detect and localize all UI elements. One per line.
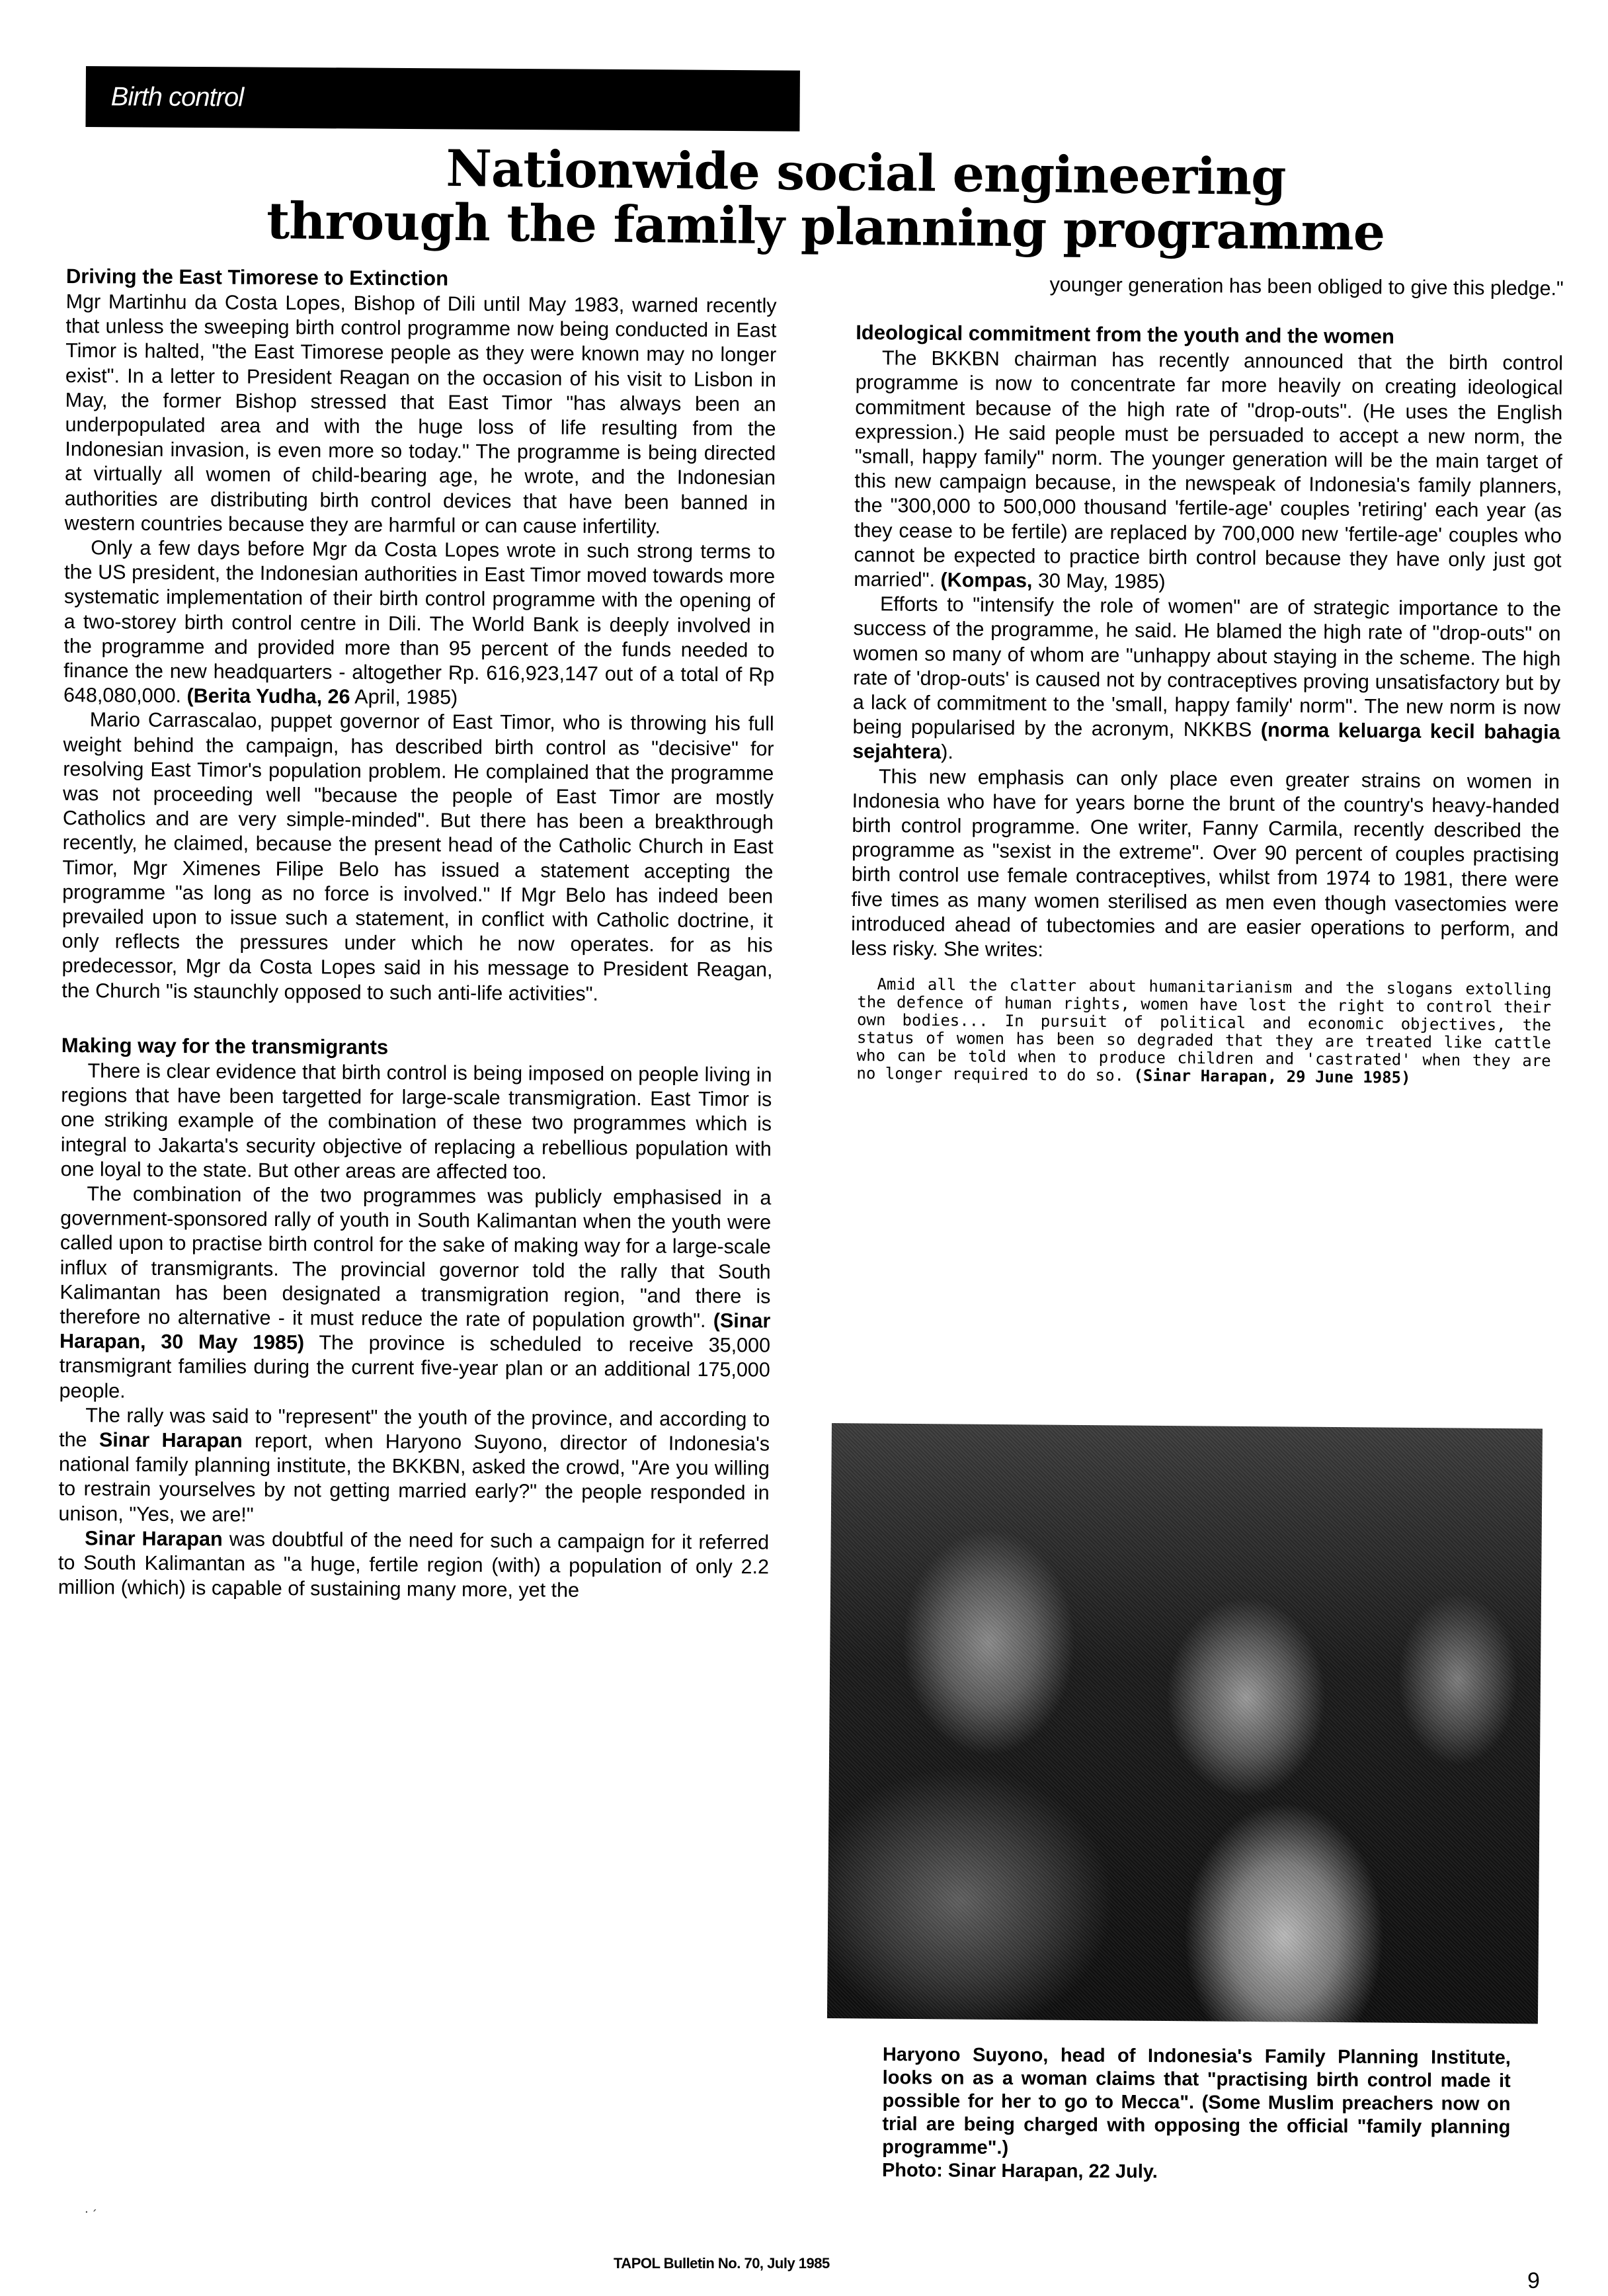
scan-artifact: · ׳ xyxy=(85,2205,97,2219)
paragraph-text: The BKKBN chairman has recently announced that the birth control programme is now to concentrate far more heavily on creating ideological commitment because of the high rate of "drop-outs". (He uses the English expression.) He said people must be persuaded to accept a new norm, the "small, happy family" norm. The younger generation will be the main target of this new campaign because, in the newspeak of Indonesia's family planners, the "300,000 to 500,000 thousand 'fertile-age' couples 'retiring' each year (as they cease to be fertile) are replaced by 700,000 new 'fertile-age' couples who cannot be expected to practice birth control because they have only just got married". xyxy=(854,347,1564,592)
source-citation: Sinar Harapan xyxy=(85,1526,223,1551)
publication-footer: TAPOL Bulletin No. 70, July 1985 xyxy=(614,2255,830,2272)
source-citation: (norma keluarga kecil bahagia sejahtera xyxy=(852,719,1560,764)
source-citation: (Berita Yudha, 26 xyxy=(186,684,350,708)
paragraph-text: The rally was said to "represent" the youth of the province, and according to the xyxy=(59,1403,770,1452)
paragraph: Mgr Martinhu da Costa Lopes, Bishop of Dili until May 1983, warned recently that unless the sweeping birth control programme now being conducted in East Timor is halted, "the East Timorese people as they were known may no longer exist". In a letter to President Reagan on the occasion of his visit to Lisbon in May, the former Bishop stressed that East Timor "has always been an underpopulated area and with the huge loss of life resulting from the Indonesian invasion, is even more so today." The programme is being directed at virtually all women of child-bearing age, he wrote, and the Indonesian authorities are distributing birth control devices that have been banned in western countries because they are harmful or can cause infertility. xyxy=(64,290,777,538)
quote-text: Amid all the clatter about humanitarianism and the slogans extolling the defence of human rights, women have lost the right to control their own bodies... In pursuit of political and economic objectives, the status of women has been so degraded that they are treated like cattle who can be told when to produce children and 'castrated' when they are no longer required to do so. xyxy=(856,975,1552,1085)
paragraph xyxy=(63,536,776,712)
subheading-extinction: Driving the East Timorese to Extinction xyxy=(65,264,449,290)
paragraph: This new emphasis can only place even greater strains on women in Indonesia who have for years borne the brunt of the country's heavy-handed birth control programme. One writer, Fanny Carmila, recently described the programme as "sexist in the extreme". Over 90 percent of couples practising birth control use female contraceptives, whilst from 1974 to 1981, there were five times as many women sterilised as men even though vasectomies were introduced ahead of tubectomies and are easier operations to perform, and less risky. She writes: xyxy=(850,764,1560,962)
source-citation: Sinar Harapan xyxy=(99,1428,243,1452)
paragraph xyxy=(58,1526,770,1604)
paragraph-text: report, when Haryono Suyono, director of Indonesia's national family planning institute, the BKKBN, asked the crowd, "Are you willing to restrain yourselves by not getting married early?" the people responded in unison, "Yes, we are!" xyxy=(58,1429,770,1526)
section-spacer xyxy=(61,1003,772,1037)
headline-line-1: Nationwide social engineering xyxy=(446,138,1286,207)
section-banner xyxy=(85,66,800,132)
subheading-transmigrants: Making way for the transmigrants xyxy=(61,1033,389,1059)
block-quote xyxy=(856,975,1551,1088)
right-column xyxy=(850,271,1564,1103)
paragraph-text: Only a few days before Mgr da Costa Lopes wrote in such strong terms to the US president, the Indonesian authorities in East Timor moved towards more systematic implementation of their birth control programme with the opening of a two-storey birth control centre in Dili. The World Bank is deeply involved in the programme and provided more than 95 percent of the funds needed to finance the new headquarters - altogether Rp. 616,923,147 out of a total of Rp 648,080,000. xyxy=(63,536,776,708)
source-citation: (Sinar Harapan, 30 May 1985) xyxy=(59,1309,771,1354)
paragraph-text: was doubtful of the need for such a campaign for it referred to South Kalimantan as "a huge, fertile region (with) a population of only 2.2 million (which) is capable of sustaining many more, yet the xyxy=(58,1528,770,1602)
page-number: 9 xyxy=(1527,2268,1540,2293)
article-headline xyxy=(197,139,1455,261)
source-citation: (Kompas, xyxy=(940,569,1033,593)
paragraph-text: The province is scheduled to receive 35,000 transmigrant families during the current five-year plan or an additional 175,000 people. xyxy=(59,1331,771,1403)
left-column xyxy=(58,263,777,1604)
paragraph-text: The combination of the two programmes was publicly emphasised in a government-sponsored rally of youth in South Kalimantan when the youth were called upon to practise birth control for the sake of making way for a large-scale influx of transmigrants. The provincial governor told the rally that South Kalimantan has been designated a transmigration region, "and there is therefore no alternative - it must reduce the rate of population growth". xyxy=(60,1182,772,1332)
paragraph: Mario Carrascalao, puppet governor of East Timor, who is throwing his full weight behind the campaign, has described birth control as "decisive" for resolving East Timor's population problem. He complained that the programme was not proceeding well "because the people of East Timor are mostly Catholics and are very simple-minded". But there has been a breakthrough recently, he claimed, because the present head of the Catholic Church in East Timor, Mgr Ximenes Filipe Belo has issued a statement accepting the programme "as long as no force is involved." If Mgr Belo has indeed been prevailed upon to issue such a statement, in conflict with Catholic doctrine, it only reflects the pressures under which he now operates. for as his predecessor, Mgr da Costa Lopes said in his message to President Reagan, the Church "is staunchly opposed to such anti-life activities". xyxy=(61,708,774,1005)
paragraph xyxy=(852,592,1561,770)
paragraph: There is clear evidence that birth control is being imposed on people living in regions that have been targetted for large-scale transmigration. East Timor is one striking example of the combination of these two programmes which is integral to Jakarta's security objective of replacing a rebellious population with one loyal to the state. But other areas are affected too. xyxy=(60,1059,772,1184)
photo-credit: Photo: Sinar Harapan, 22 July. xyxy=(881,2159,1158,2183)
source-citation: (Sinar Harapan, 29 June 1985) xyxy=(1133,1066,1411,1087)
paragraph-text: April, 1985) xyxy=(350,685,458,709)
subheading-ideological-commitment: Ideological commitment from the youth and the women xyxy=(856,321,1395,348)
caption-text: Haryono Suyono, head of Indonesia's Family Planning Institute, looks on as a woman claims that "practising birth control made it possible for her to go to Mecca". (Some Muslim preachers now on trial are being charged with opposing the official "family planning programme".) xyxy=(882,2044,1511,2158)
paragraph-text: Efforts to "intensify the role of women" are of strategic importance to the success of the programme, he said. He blamed the high rate of "drop-outs" on women so many of whom are "unhappy about staying in the scheme. The high rate of 'drop-outs' is caused not by contraceptives proving unsatisfactory but by a lack of commitment to the 'small, happy family' norm". The new norm is now being popularised by the acronym, NKKBS xyxy=(852,593,1562,742)
section-label: Birth control xyxy=(110,82,244,112)
headline-line-2: through the family planning programme xyxy=(266,191,1385,262)
photo-caption xyxy=(882,2043,1511,2186)
news-photo xyxy=(827,1423,1543,2024)
paragraph-text: ). xyxy=(941,741,954,764)
paragraph xyxy=(58,1403,770,1531)
continuation-text: younger generation has been obliged to give this pledge." xyxy=(1049,273,1564,300)
paragraph-text: 30 May, 1985) xyxy=(1032,569,1166,593)
paragraph xyxy=(854,346,1563,597)
paragraph xyxy=(59,1182,771,1407)
